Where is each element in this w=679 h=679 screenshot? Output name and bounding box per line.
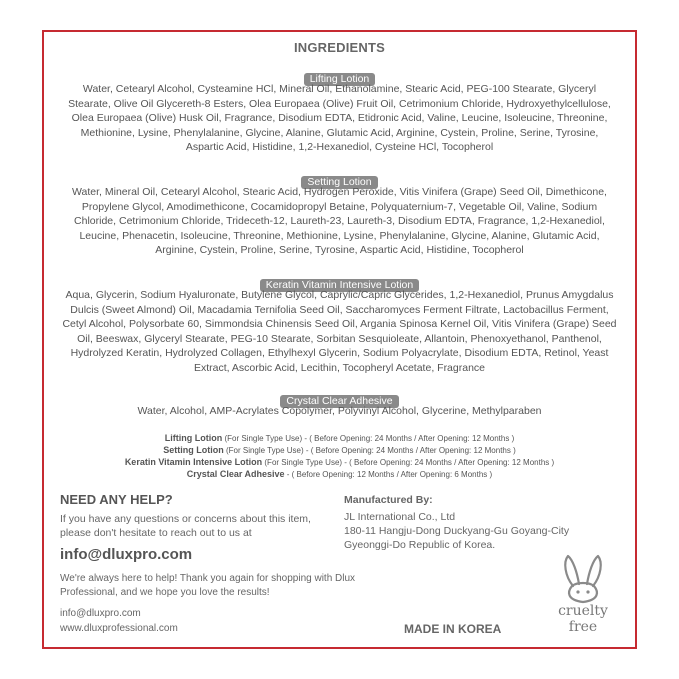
section-label: Crystal Clear Adhesive [280, 395, 398, 408]
shelf-life-detail: (For Single Type Use) - ( Before Opening: 24 Months / After Opening: 12 Months ) [222, 434, 515, 443]
section-label: Setting Lotion [301, 176, 377, 189]
adhesive-ingredients: Water, Alcohol, AMP-Acrylates Copolymer, Polyvinyl Alcohol, Glycerine, Methylparaben [137, 405, 542, 417]
manufacturer-address [344, 510, 614, 552]
setting-ingredients: Water, Mineral Oil, Cetearyl Alcohol, Stearic Acid, Hydrogen Peroxide, Vitis Vinifera (Grape) Seed Oil, Dimethicone, Propylene Glycol, Amodimethicone, Cocamidopropyl Betaine, Polyquaternium-7, Vegetable Oil, Valine, Sodium Chloride, Cetrimonium Chloride, Trideceth-12, Laureth-23, Laureth-3, Disodium EDTA, Fragrance, 1,2-Hexanediol, Leucine, Phenacetin, Isoleucine, Threonine, Methionine, Lysine, Phenylalanine, Glycine, Alanine, Glutamic Acid, Arginine, Cystein, Proline, Serine, Tyrosine, Aspartic Acid, Histidine, Tocopherol [72, 186, 607, 256]
thanks-text: We're always here to help! Thank you again for shopping with Dlux Professional, and we hope you love the results! [60, 573, 356, 598]
shelf-life-adhesive [0, 469, 679, 481]
keratin-ingredients: Aqua, Glycerin, Sodium Hyaluronate, Butylene Glycol, Caprylic/Capric Glycerides, 1,2-Hexanediol, Prunus Amygdalus Dulcis (Sweet Almond) Oil, Macadamia Ternifolia Seed Oil, Saccharomyces Ferment Filtrate, Lactobacillus Ferment, Cetyl Alcohol, Polysorbate 60, Simmondsia Chinensis Seed Oil, Argania Spinosa Kernel Oil, Vitis Vinifera (Grape) Seed Oil, Beeswax, Glyceryl Stearate, PEG-10 Stearate, Sorbitan Sesquioleate, Allantoin, Phenoxyethanol, Panthenol, Hydrolyzed Keratin, Hydrolyzed Collagen, Ethylhexyl Glycerin, Sodium Polyacrylate, Disodium EDTA, Retinol, Yeast Extract, Ascorbic Acid, Lecithin, Tocopheryl Acetate, Fragrance [62, 289, 617, 374]
cruelty-free-text: free [568, 619, 598, 635]
made-in-korea: MADE IN KOREA [404, 622, 502, 636]
lifting-ingredients: Water, Cetearyl Alcohol, Cysteamine HCl, Mineral Oil, Ethanolamine, Stearic Acid, PEG-100 Stearate, Glyceryl Stearate, Olive Oil Glycereth-8 Esters, Olea Europaea (Olive) Fruit Oil, Cetrimonium Chloride, Hydroxyethylcellulose, Olea Europaea (Olive) Husk Oil, Fragrance, Disodium EDTA, Etidronic Acid, Valine, Leucine, Isoleucine, Threonine, Methionine, Lysine, Phenylalanine, Glycine, Alanine, Glutamic Acid, Arginine, Cystein, Proline, Serine, Tyrosine, Aspartic Acid, Histidine, 1,2-Hexanediol, Cysteine HCl, Tocopherol [68, 83, 611, 153]
manufacturer-title: Manufactured By: [344, 494, 433, 506]
shelf-life-setting [0, 445, 679, 457]
page-title: INGREDIENTS [293, 40, 386, 55]
cruelty-free-text: cruelty [558, 603, 608, 619]
shelf-life-detail: (For Single Type Use) - ( Before Opening: 24 Months / After Opening: 12 Months ) [223, 446, 516, 455]
help-title: NEED ANY HELP? [60, 492, 173, 507]
manufacturer-line: JL International Co., Ltd [344, 511, 456, 523]
contact-email-link[interactable]: info@dluxpro.com [60, 608, 141, 619]
manufacturer-line: 180-11 Hangju-Dong Duckyang-Gu Goyang-City [344, 525, 570, 537]
shelf-life-lifting [0, 433, 679, 445]
contact-info [60, 607, 178, 636]
shelf-life-detail: (For Single Type Use) - ( Before Opening: 24 Months / After Opening: 12 Months ) [262, 458, 555, 467]
shelf-life-keratin [0, 457, 679, 469]
website-link[interactable]: www.dluxprofessional.com [60, 622, 178, 634]
section-label: Keratin Vitamin Intensive Lotion [260, 279, 419, 292]
shelf-life-detail: - ( Before Opening: 12 Months / After Opening: 6 Months ) [284, 470, 493, 479]
shelf-life-name: Keratin Vitamin Intensive Lotion [124, 457, 263, 467]
help-text: If you have any questions or concerns about this item, please don't hesitate to reach out to us at [60, 513, 311, 539]
shelf-life-name: Setting Lotion [163, 445, 224, 455]
shelf-life-name: Lifting Lotion [164, 433, 223, 443]
shelf-life-name: Crystal Clear Adhesive [186, 469, 285, 479]
section-label: Lifting Lotion [304, 73, 376, 86]
manufacturer-line: Gyeonggi-Do Republic of Korea. [344, 539, 496, 551]
support-email-link[interactable]: info@dluxpro.com [60, 546, 193, 563]
